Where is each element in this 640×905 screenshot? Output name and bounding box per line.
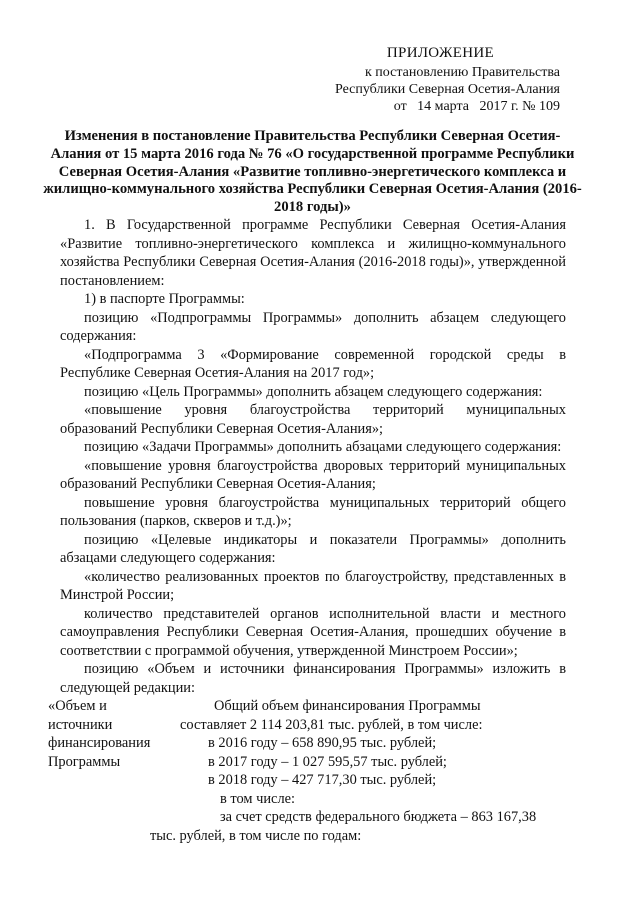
financing-label xyxy=(48,697,158,771)
document-title: Изменения в постановление Правительства Республики Северная Осетия-Алания от 15 марта 2016 года № 76 «О государственной программе Республики Северная Осетия-Алания «Развитие топливно-энергетического комплекса и жилищно-коммунального хозяйства Республики Северная Осетия-Алания (2016-2018 годы)» xyxy=(43,128,582,216)
financing-line: в 2017 году – 1 027 595,57 тыс. рублей; xyxy=(208,753,447,770)
paragraph-2: 1) в паспорте Программы: xyxy=(84,291,245,307)
paragraph-12: количество представителей органов исполнительной власти и местного самоуправления Республики Северная Осетия-Алания, прошедших обучение в соответствии с программой обучения, утвержденной Минстроем России»; xyxy=(60,605,566,659)
paragraph-5: позицию «Цель Программы» дополнить абзацем следующего содержания: xyxy=(84,383,543,400)
financing-line: в 2016 году – 658 890,95 тыс. рублей; xyxy=(208,735,437,751)
document-body xyxy=(48,216,566,857)
financing-line: в 2018 году – 427 717,30 тыс. рублей; xyxy=(208,772,437,788)
financing-table xyxy=(48,697,566,857)
financing-line: составляет 2 114 203,81 тыс. рублей, в том числе: xyxy=(180,716,483,733)
financing-line: тыс. рублей, в том числе по годам: xyxy=(150,827,362,844)
paragraph-9: повышение уровня благоустройства муниципальных территорий общего пользования (парков, скверов и т.д.)»; xyxy=(60,494,566,529)
appendix-line-2: Республики Северная Осетия-Алания xyxy=(335,82,560,97)
paragraph-11: «количество реализованных проектов по благоустройству, представленных в Минстрой России; xyxy=(60,568,566,603)
financing-line: за счет средств федерального бюджета – 863 167,38 xyxy=(220,809,537,825)
paragraph-8: «повышение уровня благоустройства дворовых территорий муниципальных образований Республики Северная Осетия-Алания; xyxy=(60,457,566,492)
financing-line: Общий объем финансирования Программы xyxy=(214,698,481,714)
financing-label-line: Программы xyxy=(48,753,121,770)
paragraph-1: 1. В Государственной программе Республики Северная Осетия-Алания «Развитие топливно-энергетического комплекса и жилищно-коммунального хозяйства Республики Северная Осетия-Алания (2016-2018 годы)», утвержденной постановлением: xyxy=(60,217,566,289)
appendix-line-1: к постановлению Правительства xyxy=(364,65,560,80)
paragraph-4: «Подпрограмма 3 «Формирование современной городской среды в Республике Северная Осетия-Алания на 2017 год»; xyxy=(60,346,566,381)
financing-label-line: источники xyxy=(48,716,113,733)
paragraph-6: «повышение уровня благоустройства территорий муниципальных образований Республики Северная Осетия-Алания»; xyxy=(60,402,566,437)
financing-label-line: финансирования xyxy=(48,735,151,751)
paragraph-13: позицию «Объем и источники финансирования Программы» изложить в следующей редакции: xyxy=(60,661,566,696)
paragraph-7: позицию «Задачи Программы» дополнить абзацами следующего содержания: xyxy=(84,439,562,455)
financing-line: в том числе: xyxy=(220,790,296,807)
paragraph-3: позицию «Подпрограммы Программы» дополнить абзацем следующего содержания: xyxy=(60,309,566,344)
financing-details xyxy=(150,697,580,845)
appendix-line-3: от 14 марта 2017 г. № 109 xyxy=(393,99,560,114)
appendix-title: ПРИЛОЖЕНИЕ xyxy=(386,45,494,61)
paragraph-10: позицию «Целевые индикаторы и показатели Программы» дополнить абзацами следующего содержания: xyxy=(60,531,566,566)
financing-label-line: «Объем и xyxy=(48,698,107,714)
